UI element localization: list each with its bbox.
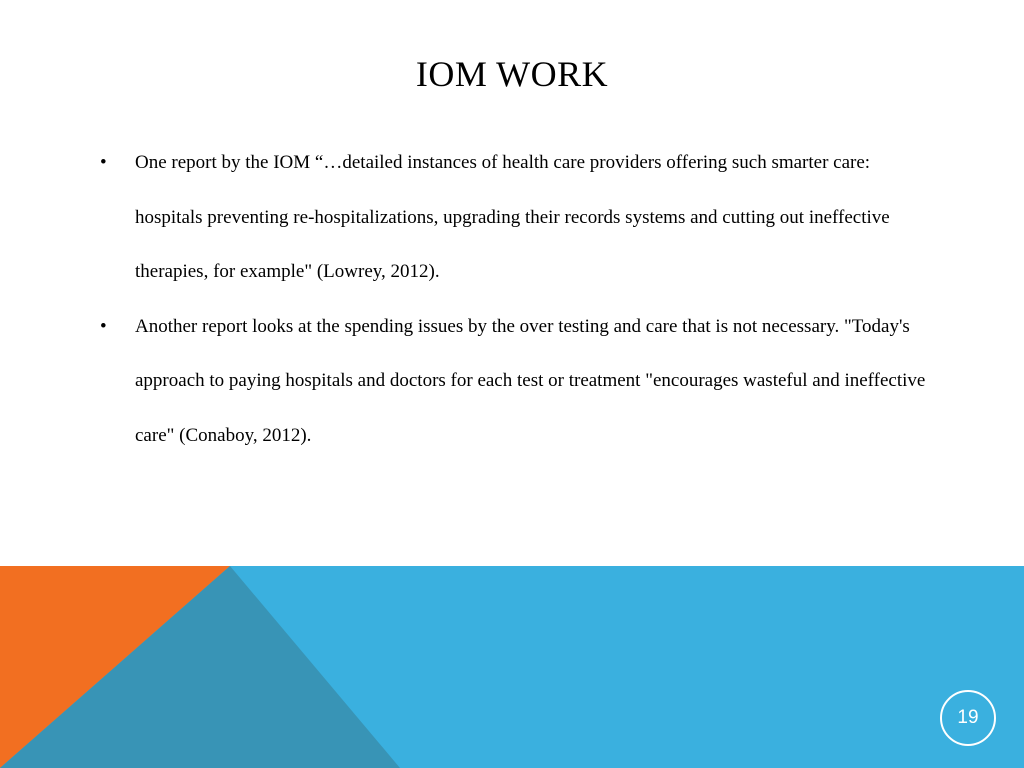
bullet-marker: • — [100, 315, 107, 337]
bullet-item — [98, 300, 938, 464]
page-number-badge: 19 — [940, 690, 996, 746]
bullet-marker: • — [100, 152, 107, 173]
bullet-item — [98, 136, 938, 300]
bullet-list — [98, 136, 938, 463]
footer-decoration — [0, 566, 1024, 768]
bullet-text: Another report looks at the spending issues by the over testing and care that is not necessary. "Today's approach to paying hospitals and doctors for each test or treatment "encourages wasteful and ineffective care" (Conaboy, 2012). — [135, 315, 926, 446]
slide-title: IOM WORK — [415, 54, 609, 94]
bullet-text: One report by the IOM “…detailed instances of health care providers offering such smarter care: hospitals preventing re-hospitalizations, upgrading their records systems and cutting out ineffective therapies, for example" (Lowrey, 2012). — [135, 152, 890, 282]
